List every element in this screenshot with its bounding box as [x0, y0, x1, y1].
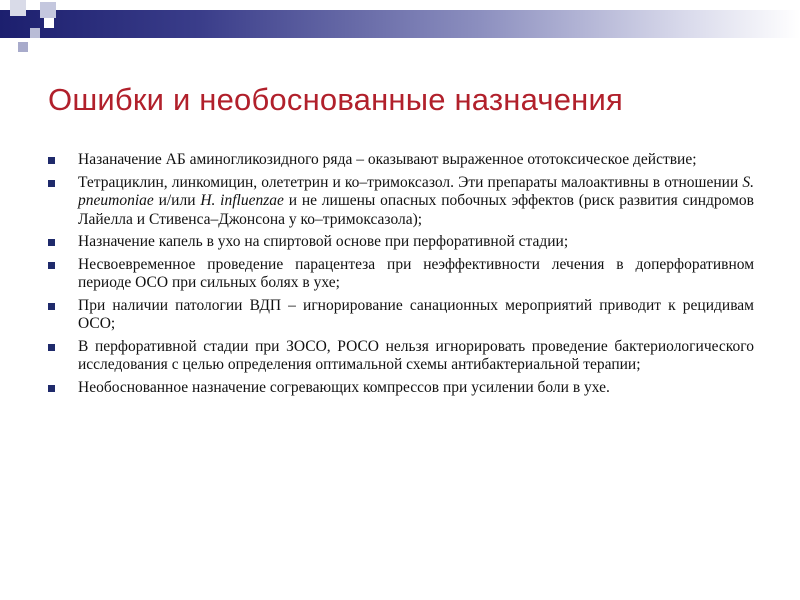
list-item [46, 338, 754, 375]
header-gradient-bar [0, 10, 800, 38]
square-bullet-icon [48, 344, 55, 351]
decor-square [40, 2, 56, 18]
decor-square [10, 0, 26, 16]
list-item-text: и не лишены опасных побочных эффектов (риск развития синдромов Лайелла и Стивенса–Джонсона у ко–тримоксазола); [78, 192, 755, 228]
list-item-text: Несвоевременное проведение парацентеза при неэффективности лечения в доперфоративном периоде ОСО при сильных болях в ухе; [78, 255, 754, 291]
square-bullet-icon [48, 262, 55, 269]
list-item [46, 256, 754, 293]
list-item [46, 379, 754, 398]
square-bullet-icon [48, 239, 55, 246]
list-item-text: При наличии патологии ВДП – игнорирование санационных мероприятий приводит к рецидивам ОСО; [78, 296, 754, 332]
list-item [46, 297, 754, 334]
square-bullet-icon [48, 157, 55, 164]
square-bullet-icon [48, 303, 55, 310]
list-item [46, 151, 754, 170]
bullet-list [46, 151, 754, 397]
list-item-text: В перфоративной стадии при ЗОСО, РОСО нельзя игнорировать проведение бактериологического исследования с целью определения оптимальной схемы антибактериальной терапии; [78, 337, 754, 373]
list-item [46, 233, 754, 252]
list-item [46, 174, 754, 230]
list-item-text: и/или [153, 192, 201, 209]
decor-square [44, 18, 54, 28]
italic-text: S. pneumoniae [78, 173, 754, 209]
decor-square [30, 28, 40, 38]
list-item-text: Тетрациклин, линкомицин, олететрин и ко–тримоксазол. Эти препараты малоактивны в отношении [78, 173, 743, 191]
list-item-text: Назначение капель в ухо на спиртовой основе при перфоративной стадии; [78, 233, 569, 250]
list-item-text: Необоснованное назначение согревающих компрессов при усилении боли в ухе. [78, 378, 610, 396]
italic-text: H. influenzae [200, 192, 284, 209]
bullet-list-container [46, 151, 754, 401]
square-bullet-icon [48, 180, 55, 187]
list-item-text: Назаначение АБ аминогликозидного ряда – оказывают выраженное ототоксическое действие; [78, 151, 697, 168]
square-bullet-icon [48, 385, 55, 392]
decor-square [18, 42, 28, 52]
slide-title: Ошибки и необоснованные назначения [48, 82, 623, 117]
